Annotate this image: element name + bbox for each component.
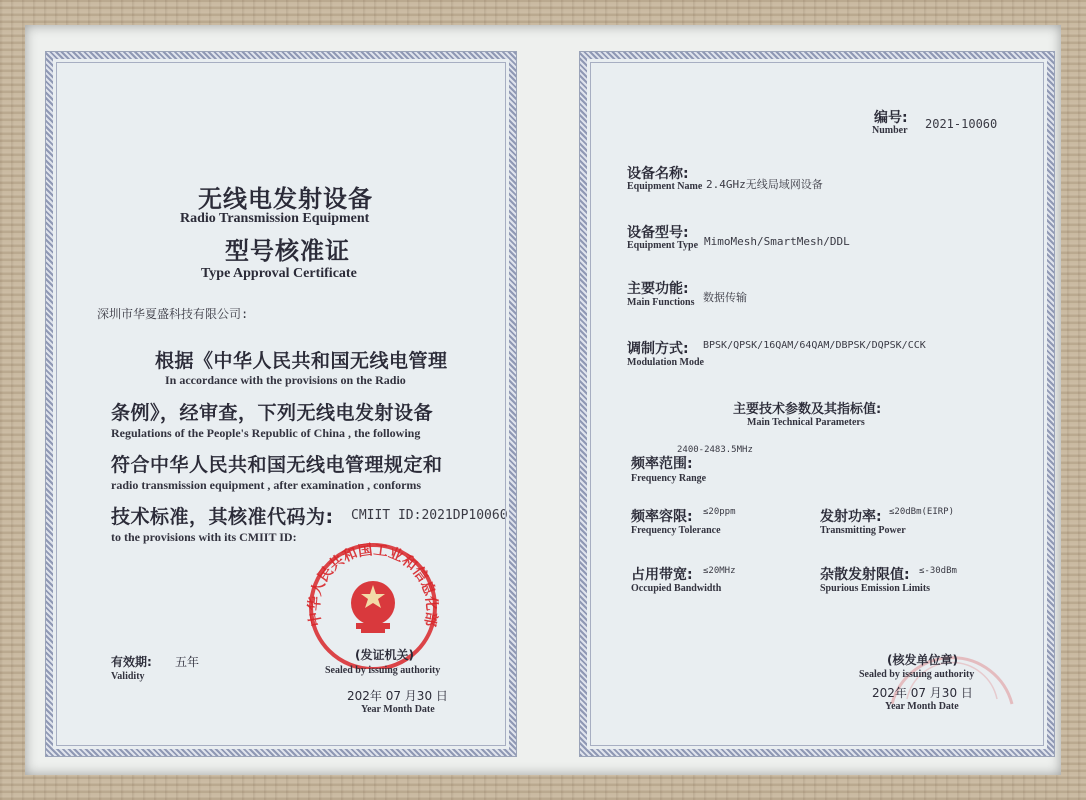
equipment-type-value: MimoMesh/SmartMesh/DDL xyxy=(704,235,850,248)
seal-label-cn: (发证机关) xyxy=(355,648,414,662)
freq-range-en: Frequency Range xyxy=(631,473,707,484)
freq-range-value: 2400-2483.5MHz xyxy=(677,445,753,455)
spurious-value: ≤-30dBm xyxy=(919,566,957,576)
freq-tolerance-en: Frequency Tolerance xyxy=(631,525,721,536)
para-cn-1: 根据《中华人民共和国无线电管理 xyxy=(155,350,448,372)
number-label-en: Number xyxy=(872,125,908,136)
title-en: Radio Transmission Equipment xyxy=(180,211,370,226)
para-cn-3: 符合中华人民共和国无线电管理规定和 xyxy=(111,454,443,476)
params-title-cn: 主要技术参数及其指标值: xyxy=(733,402,882,417)
para-en-3: radio transmission equipment , after examination , conforms xyxy=(111,478,422,492)
issue-date-en: Year Month Date xyxy=(361,704,435,715)
validity-cn: 有效期: xyxy=(111,655,152,669)
equipment-type-en: Equipment Type xyxy=(627,240,699,251)
right-seal-label-cn: (核发单位章) xyxy=(887,653,958,667)
modulation-mode-value: BPSK/QPSK/16QAM/64QAM/DBPSK/DQPSK/CCK xyxy=(703,340,926,351)
svg-text:中华人民共和国工业和信息化部: 中华人民共和国工业和信息化部 xyxy=(306,542,440,628)
equipment-name-value: 2.4GHz无线局域网设备 xyxy=(706,178,823,191)
para-en-4: to the provisions with its CMIIT ID: xyxy=(111,530,297,544)
main-functions-value: 数据传输 xyxy=(703,291,747,304)
issue-date-cn: 202年 07 月30 日 xyxy=(347,689,448,703)
right-seal-label-en: Sealed by issuing authority xyxy=(859,669,975,680)
bandwidth-en: Occupied Bandwidth xyxy=(631,583,722,594)
main-functions-en: Main Functions xyxy=(627,297,695,308)
validity-en: Validity xyxy=(111,671,145,682)
equipment-name-en: Equipment Name xyxy=(627,181,703,192)
params-title-en: Main Technical Parameters xyxy=(747,417,865,428)
freq-range-cn: 频率范围: xyxy=(631,456,693,472)
tx-power-en: Transmitting Power xyxy=(820,525,906,536)
bandwidth-value: ≤20MHz xyxy=(703,566,736,576)
freq-tolerance-value: ≤20ppm xyxy=(703,507,736,517)
modulation-mode-cn: 调制方式: xyxy=(627,341,689,357)
freq-tolerance-cn: 频率容限: xyxy=(631,509,693,525)
para-en-2: Regulations of the People's Republic of China , the following xyxy=(111,426,421,440)
right-issue-date-cn: 202年 07 月30 日 xyxy=(872,686,973,700)
tx-power-value: ≤20dBm(EIRP) xyxy=(889,507,955,517)
bandwidth-cn: 占用带宽: xyxy=(631,567,693,583)
para-cn-4: 技术标准，其核准代码为: xyxy=(111,506,334,528)
modulation-mode-en: Modulation Mode xyxy=(627,357,704,368)
cmiit-id: CMIIT ID:2021DP10060 xyxy=(351,508,508,523)
right-issue-date-en: Year Month Date xyxy=(885,701,959,712)
title-cn: 无线电发射设备 xyxy=(198,185,373,213)
validity-value: 五年 xyxy=(175,655,200,669)
number-label-cn: 编号: xyxy=(874,110,908,126)
main-functions-cn: 主要功能: xyxy=(627,281,689,297)
para-cn-2: 条例》，经审查，下列无线电发射设备 xyxy=(111,402,434,424)
seal-label-en: Sealed by issuing authority xyxy=(325,665,441,676)
para-en-1: In accordance with the provisions on the Radio xyxy=(165,373,406,387)
equipment-type-cn: 设备型号: xyxy=(627,225,689,241)
subtitle-cn: 型号核准证 xyxy=(225,237,350,265)
certificate-left-page xyxy=(46,52,516,756)
equipment-name-cn: 设备名称: xyxy=(627,166,689,182)
subtitle-en: Type Approval Certificate xyxy=(201,266,357,281)
certificate-right-page xyxy=(580,52,1054,756)
tx-power-cn: 发射功率: xyxy=(820,509,882,525)
addressee: 深圳市华夏盛科技有限公司: xyxy=(97,307,249,321)
number-value: 2021-10060 xyxy=(925,117,998,131)
spurious-en: Spurious Emission Limits xyxy=(820,583,931,594)
spurious-cn: 杂散发射限值: xyxy=(820,567,910,583)
